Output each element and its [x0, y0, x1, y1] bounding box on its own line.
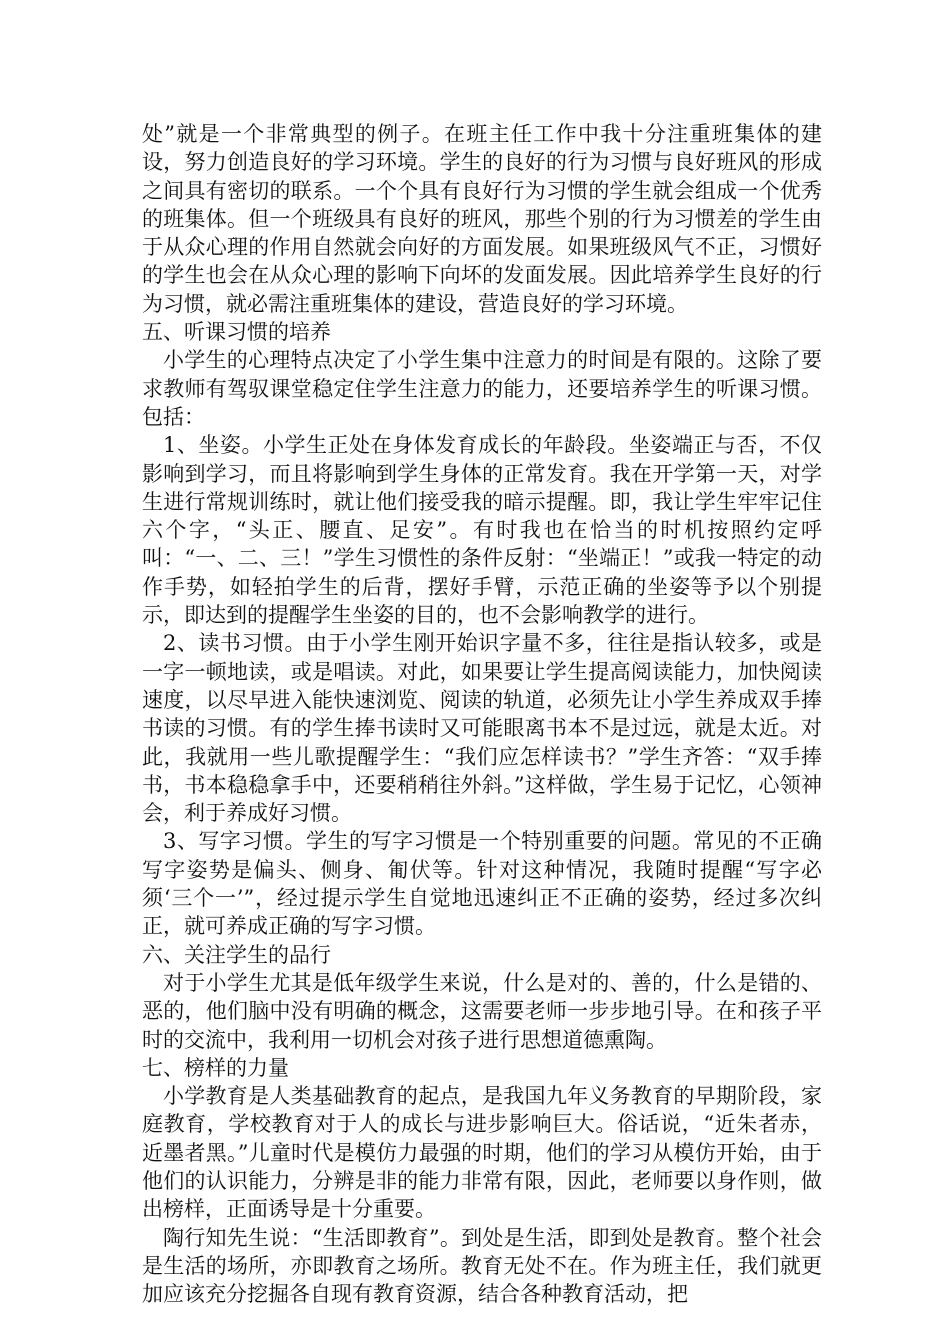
paragraph-tao-xingzhi-quote: 陶行知先生说：“生活即教育”。到处是生活，即到处是教育。整个社会是生活的场所，亦即教育之场所。教育无处不在。作为班主任，我们就更加应该充分挖掘各自现有教育资源，结合各种教育活动，把: [142, 1225, 822, 1307]
paragraph-writing-habits: 3、写字习惯。学生的写字习惯是一个特别重要的问题。常见的不正确写字姿势是偏头、侧身、匍伏等。针对这种情况，我随时提醒“写字必须‘三个一’”，经过提示学生自觉地迅速纠正不正确的姿势，经过多次纠正，就可养成正确的写字习惯。: [142, 829, 822, 939]
paragraph-attention-span: 小学生的心理特点决定了小学生集中注意力的时间是有限的。这除了要求教师有驾驭课堂稳定住学生注意力的能力，还要培养学生的听课习惯。包括：: [142, 348, 822, 429]
section-heading-role-models: 七、榜样的力量: [142, 1055, 289, 1080]
paragraph-reading-habits: 2、读书习惯。由于小学生刚开始识字量不多，往往是指认较多，或是一字一顿地读，或是唱读。对此，如果要让学生提高阅读能力，加快阅读速度，以尽早进入能快速浏览、阅读的轨道，必须先让小学生养成双手捧书读的习惯。有的学生捧书读时又可能眼离书本不是过远，就是太近。对此，我就用一些儿歌提醒学生：“我们应怎样读书？”学生齐答：“双手捧书，书本稳稳拿手中，还要稍稍往外斜。”这样做，学生易于记忆，心领神会，利于养成好习惯。: [142, 631, 822, 826]
document-body: [142, 120, 822, 1308]
paragraph-sitting-posture: 1、坐姿。小学生正处在身体发育成长的年龄段。坐姿端正与否，不仅影响到学习，而且将影响到学生身体的正常发育。我在开学第一天，对学生进行常规训练时，就让他们接受我的暗示提醒。即，我让学生牢牢记住六个字，“头正、腰直、足安”。有时我也在恰当的时机按照约定呼叫：“一、二、三！”学生习惯性的条件反射：“坐端正！”或我一特定的动作手势，如轻拍学生的后背，摆好手臂，示范正确的坐姿等予以个别提示，即达到的提醒学生坐姿的目的，也不会影响教学的进行。: [142, 433, 822, 628]
paragraph-primary-education: 小学教育是人类基础教育的起点，是我国九年义务教育的早期阶段，家庭教育，学校教育对于人的成长与进步影响巨大。俗话说，“近朱者赤，近墨者黑。”儿童时代是模仿力最强的时期，他们的学习从模仿开始，由于他们的认识能力，分辨是非的能力非常有限，因此，老师要以身作则，做出榜样，正面诱导是十分重要。: [142, 1084, 822, 1222]
paragraph-class-environment: 处”就是一个非常典型的例子。在班主任工作中我十分注重班集体的建设，努力创造良好的学习环境。学生的良好的行为习惯与良好班风的形成之间具有密切的联系。一个个具有良好行为习惯的学生就会组成一个优秀的班集体。但一个班级具有良好的班风，那些个别的行为习惯差的学生由于从众心理的作用自然就会向好的方面发展。如果班级风气不正，习惯好的学生也会在从众心理的影响下向坏的发面发展。因此培养学生良好的行为习惯，就必需注重班集体的建设，营造良好的学习环境。: [142, 122, 822, 316]
section-heading-student-conduct: 六、关注学生的品行: [142, 942, 331, 967]
section-heading-listening-habits: 五、听课习惯的培养: [142, 320, 331, 345]
paragraph-moral-guidance: 对于小学生尤其是低年级学生来说，什么是对的、善的，什么是错的、恶的，他们脑中没有明确的概念，这需要老师一步步地引导。在和孩子平时的交流中，我利用一切机会对孩子进行思想道德熏陶。: [142, 970, 822, 1052]
